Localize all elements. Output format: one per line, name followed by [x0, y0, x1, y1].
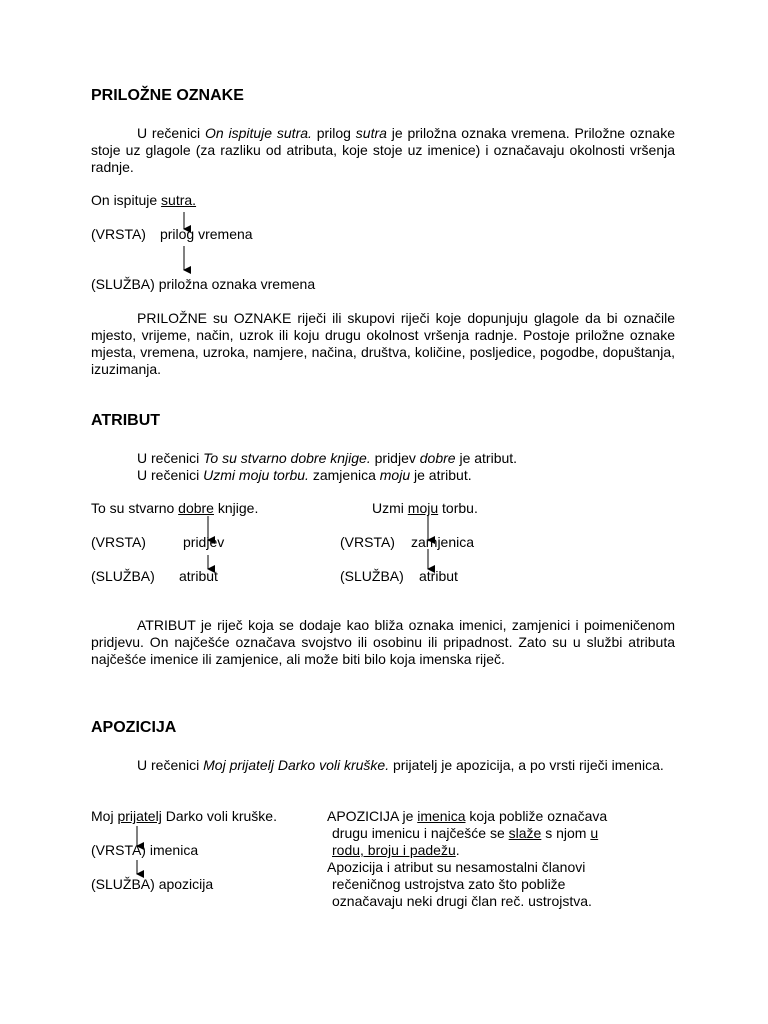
- atribut-example-2-sluzba-label: (SLUŽBA): [340, 568, 404, 584]
- atribut-definition: ATRIBUT je riječ koja se dodaje kao bliža oznaka imenici, zamjenici i poimeničenom pridjevu. On najčešće označava svojstvo ili osobinu ili pripadnost. Zato su u službi atributa najčešće imenice ili zamjenice, ali može biti bilo koja imenska riječ.: [91, 617, 675, 667]
- atribut-example-2-sentence: Uzmi moju torbu.: [372, 500, 478, 516]
- atribut-line-1: U rečenici To su stvarno dobre knjige. pridjev dobre je atribut.: [137, 450, 518, 466]
- atribut-example-1-vrsta-label: (VRSTA): [91, 534, 146, 550]
- heading-prilozne-oznake: PRILOŽNE OZNAKE: [91, 87, 244, 104]
- apozicija-sluzba: (SLUŽBA) apozicija: [91, 876, 214, 892]
- apozicija-note-line-6: označavaju neki drugi član reč. ustrojstva.: [332, 893, 592, 909]
- atribut-example-2-vrsta-value: zamjenica: [411, 534, 475, 550]
- apozicija-vrsta: (VRSTA) imenica: [91, 842, 199, 858]
- apozicija-note-line-5: rečeničnog ustrojstva zato što pobliže: [332, 876, 566, 892]
- apozicija-intro-paragraph: U rečenici Moj prijatelj Darko voli kruške. prijatelj je apozicija, a po vrsti riječi imenica.: [137, 757, 664, 773]
- apozicija-note-line-1: APOZICIJA je imenica koja pobliže označava: [327, 808, 608, 824]
- apozicija-example-sentence: Moj prijatelj Darko voli kruške.: [91, 808, 277, 824]
- atribut-example-1-sentence: To su stvarno dobre knjige.: [91, 500, 259, 516]
- heading-atribut: ATRIBUT: [91, 412, 161, 429]
- prilozne-sluzba: (SLUŽBA) priložna oznaka vremena: [91, 276, 316, 292]
- prilozne-example-sentence: On ispituje sutra.: [91, 192, 197, 208]
- apozicija-note-line-3: rodu, broju i padežu.: [332, 842, 460, 858]
- atribut-example-2-sluzba-value: atribut: [419, 568, 458, 584]
- atribut-example-1-vrsta-value: pridjev: [183, 534, 225, 550]
- heading-apozicija: APOZICIJA: [91, 719, 177, 736]
- atribut-example-1-sluzba-value: atribut: [179, 568, 218, 584]
- atribut-example-1-sluzba-label: (SLUŽBA): [91, 568, 155, 584]
- atribut-example-2-vrsta-label: (VRSTA): [340, 534, 395, 550]
- prilozne-vrsta: (VRSTA) prilog vremena: [91, 226, 253, 242]
- apozicija-note-line-2: drugu imenicu i najčešće se slaže s njom u: [332, 825, 599, 841]
- prilozne-intro-paragraph: U rečenici On ispituje sutra. prilog sutra je priložna oznaka vremena. Priložne oznake stoje uz glagole (za razliku od atributa, koje stoje uz imenice) i označavaju okolnosti vršenja radnje.: [91, 125, 675, 175]
- prilozne-definition: PRILOŽNE su OZNAKE riječi ili skupovi riječi koje dopunjuju glagole da bi označile mjesto, vrijeme, način, uzrok ili koju drugu okolnost vršenja radnje. Postoje priložne oznake mjesta, vremena, uzroka, namjere, načina, društva, količine, posljedice, pogodbe, dopuštanja, izuzimanja.: [91, 310, 675, 377]
- apozicija-note-line-4: Apozicija i atribut su nesamostalni članovi: [327, 859, 586, 875]
- atribut-line-2: U rečenici Uzmi moju torbu. zamjenica moju je atribut.: [137, 467, 472, 483]
